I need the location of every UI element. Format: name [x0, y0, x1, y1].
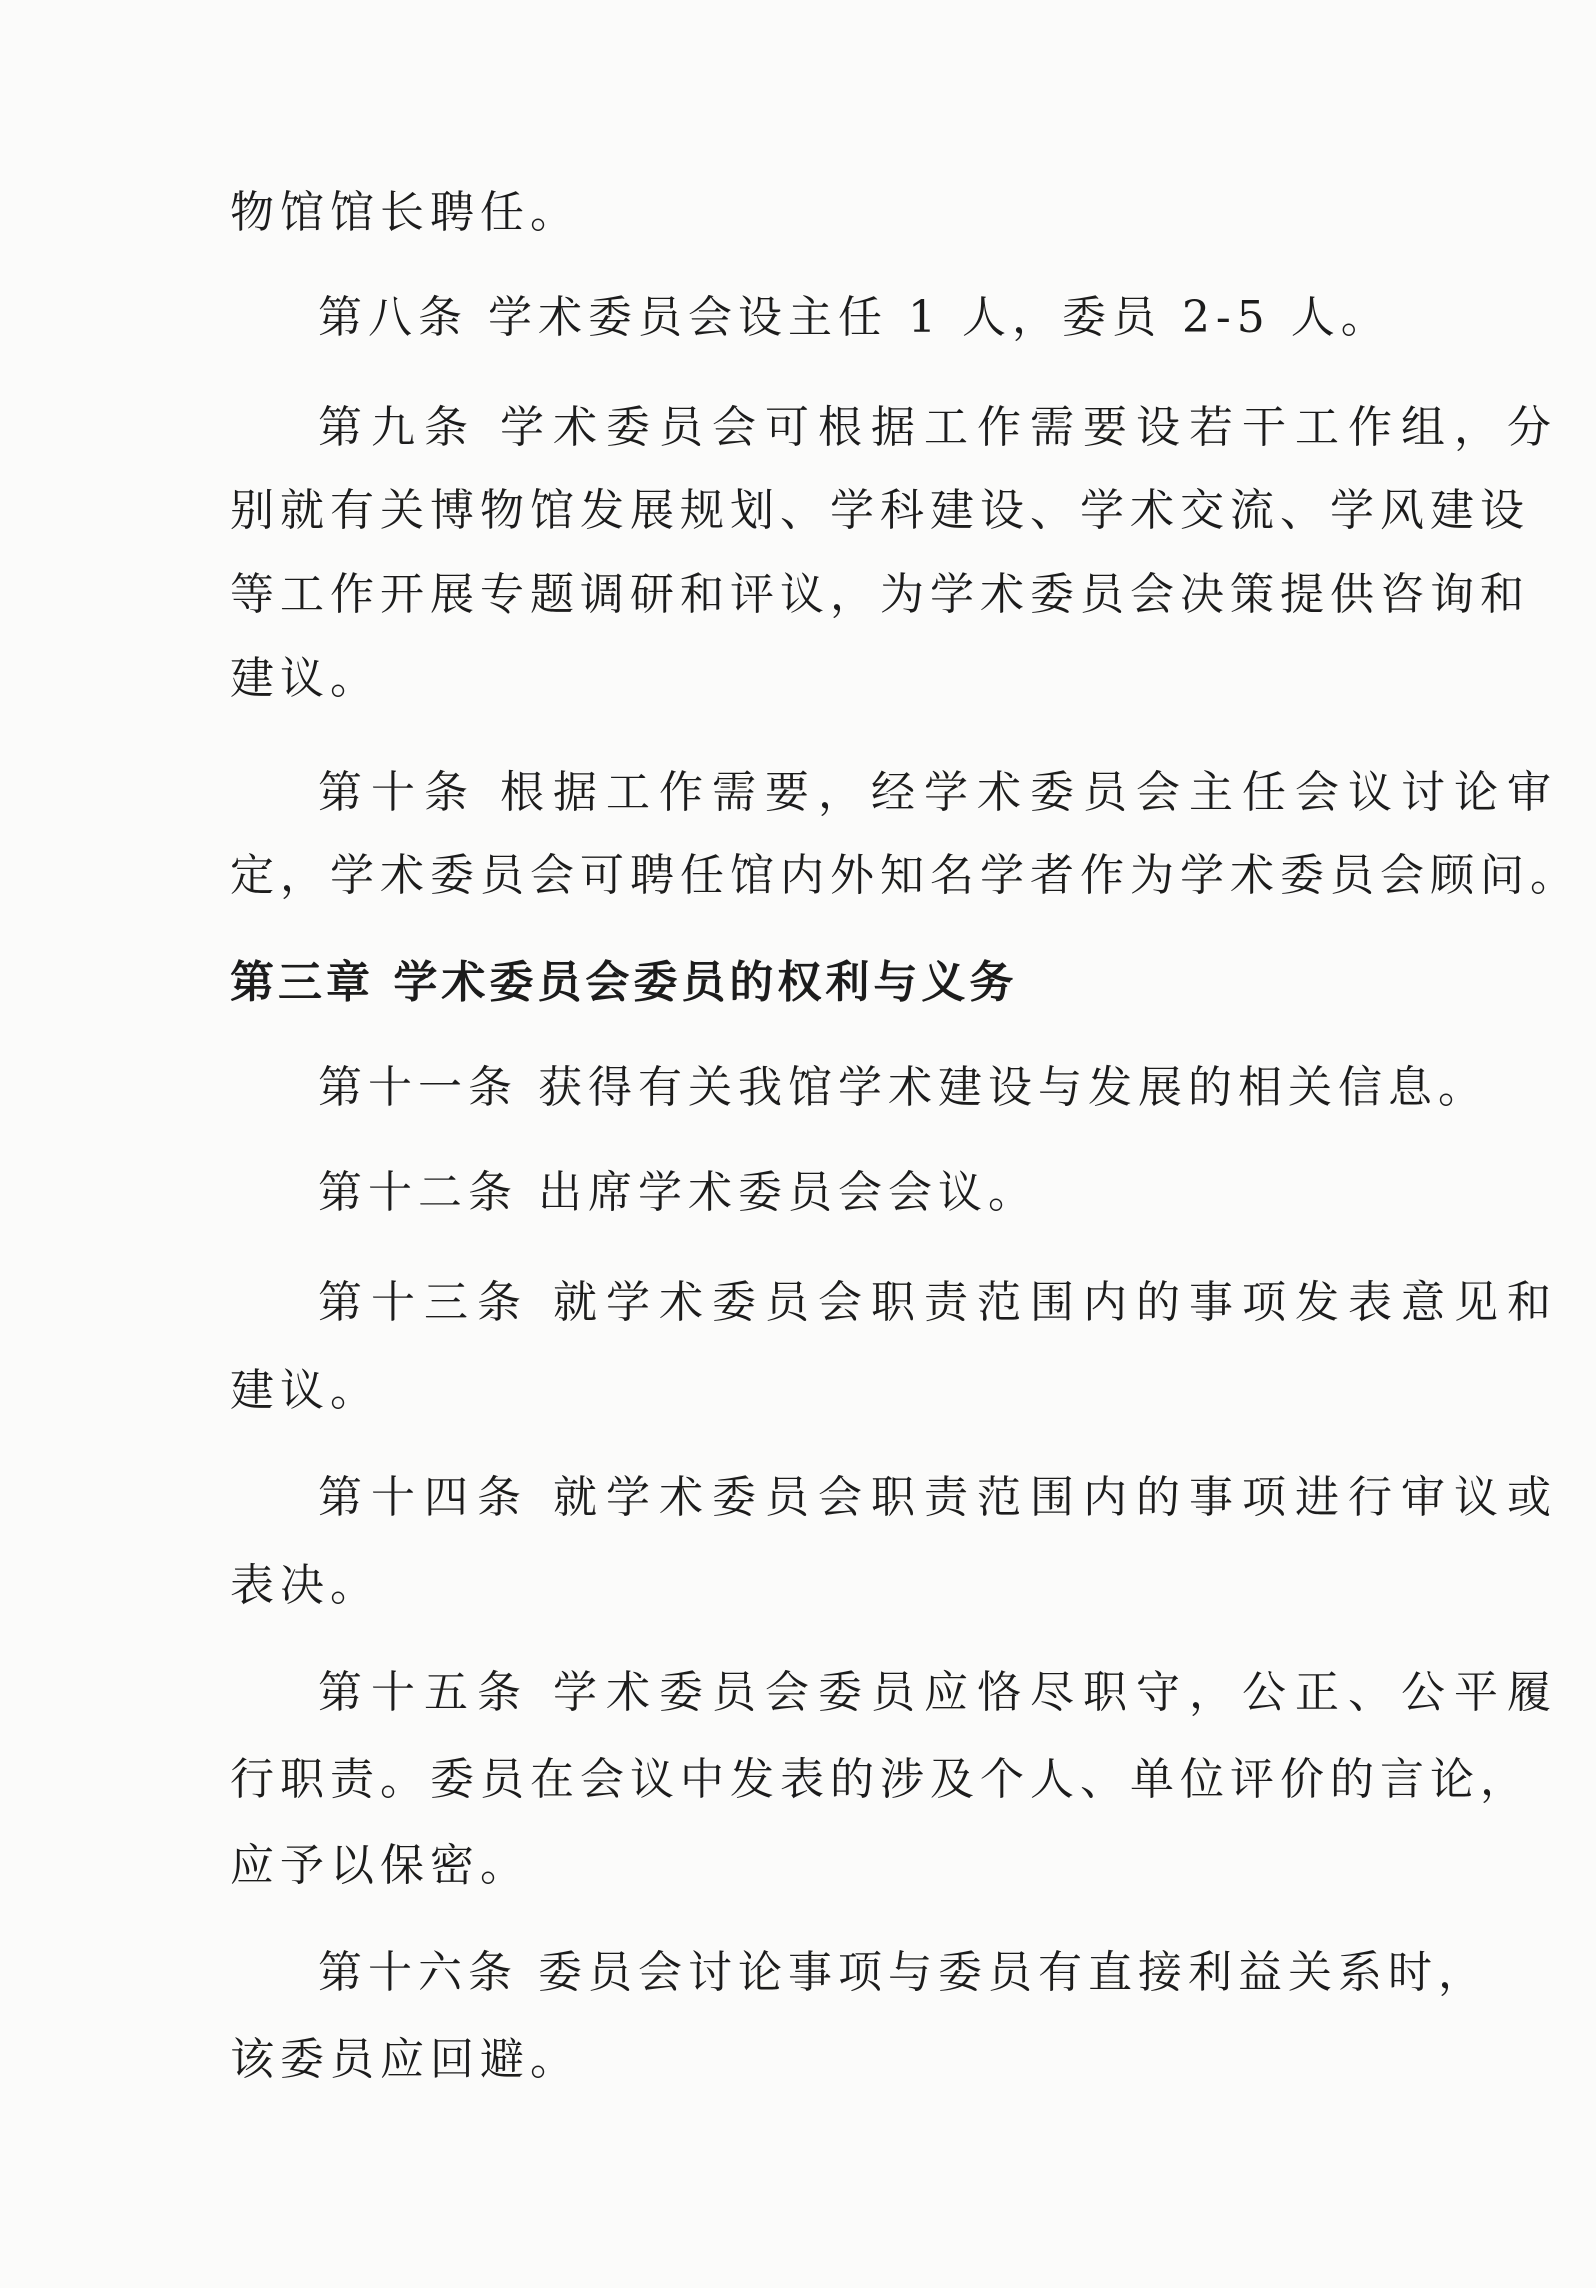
- article-15-line-2: 行职责。委员在会议中发表的涉及个人、单位评价的言论，: [230, 1754, 1530, 1805]
- article-16-line-1: 第十六条 委员会讨论事项与委员有直接利益关系时，: [318, 1947, 1488, 1998]
- article-14-line-1: 第十四条 就学术委员会职责范围内的事项进行审议或: [318, 1472, 1560, 1523]
- chapter-3-heading: 第三章 学术委员会委员的权利与义务: [230, 957, 1018, 1008]
- article-9-line-2: 别就有关博物馆发展规划、学科建设、学术交流、学风建设: [230, 485, 1530, 536]
- article-9-line-4: 建议。: [230, 653, 380, 704]
- text-line-continuation: 物馆馆长聘任。: [230, 187, 580, 238]
- article-9-line-3: 等工作开展专题调研和评议，为学术委员会决策提供咨询和: [230, 569, 1530, 620]
- article-14-line-2: 表决。: [230, 1560, 380, 1611]
- article-10-line-1: 第十条 根据工作需要，经学术委员会主任会议讨论审: [318, 767, 1560, 818]
- article-8: 第八条 学术委员会设主任 1 人，委员 2-5 人。: [318, 292, 1391, 343]
- article-12: 第十二条 出席学术委员会会议。: [318, 1167, 1038, 1218]
- article-10-line-2: 定，学术委员会可聘任馆内外知名学者作为学术委员会顾问。: [230, 850, 1580, 901]
- article-15-line-1: 第十五条 学术委员会委员应恪尽职守，公正、公平履: [318, 1667, 1560, 1718]
- article-13-line-2: 建议。: [230, 1365, 380, 1416]
- article-15-line-3: 应予以保密。: [230, 1840, 530, 1891]
- article-11: 第十一条 获得有关我馆学术建设与发展的相关信息。: [318, 1062, 1488, 1113]
- article-9-line-1: 第九条 学术委员会可根据工作需要设若干工作组，分: [318, 402, 1560, 453]
- article-13-line-1: 第十三条 就学术委员会职责范围内的事项发表意见和: [318, 1277, 1560, 1328]
- article-16-line-2: 该委员应回避。: [230, 2034, 580, 2085]
